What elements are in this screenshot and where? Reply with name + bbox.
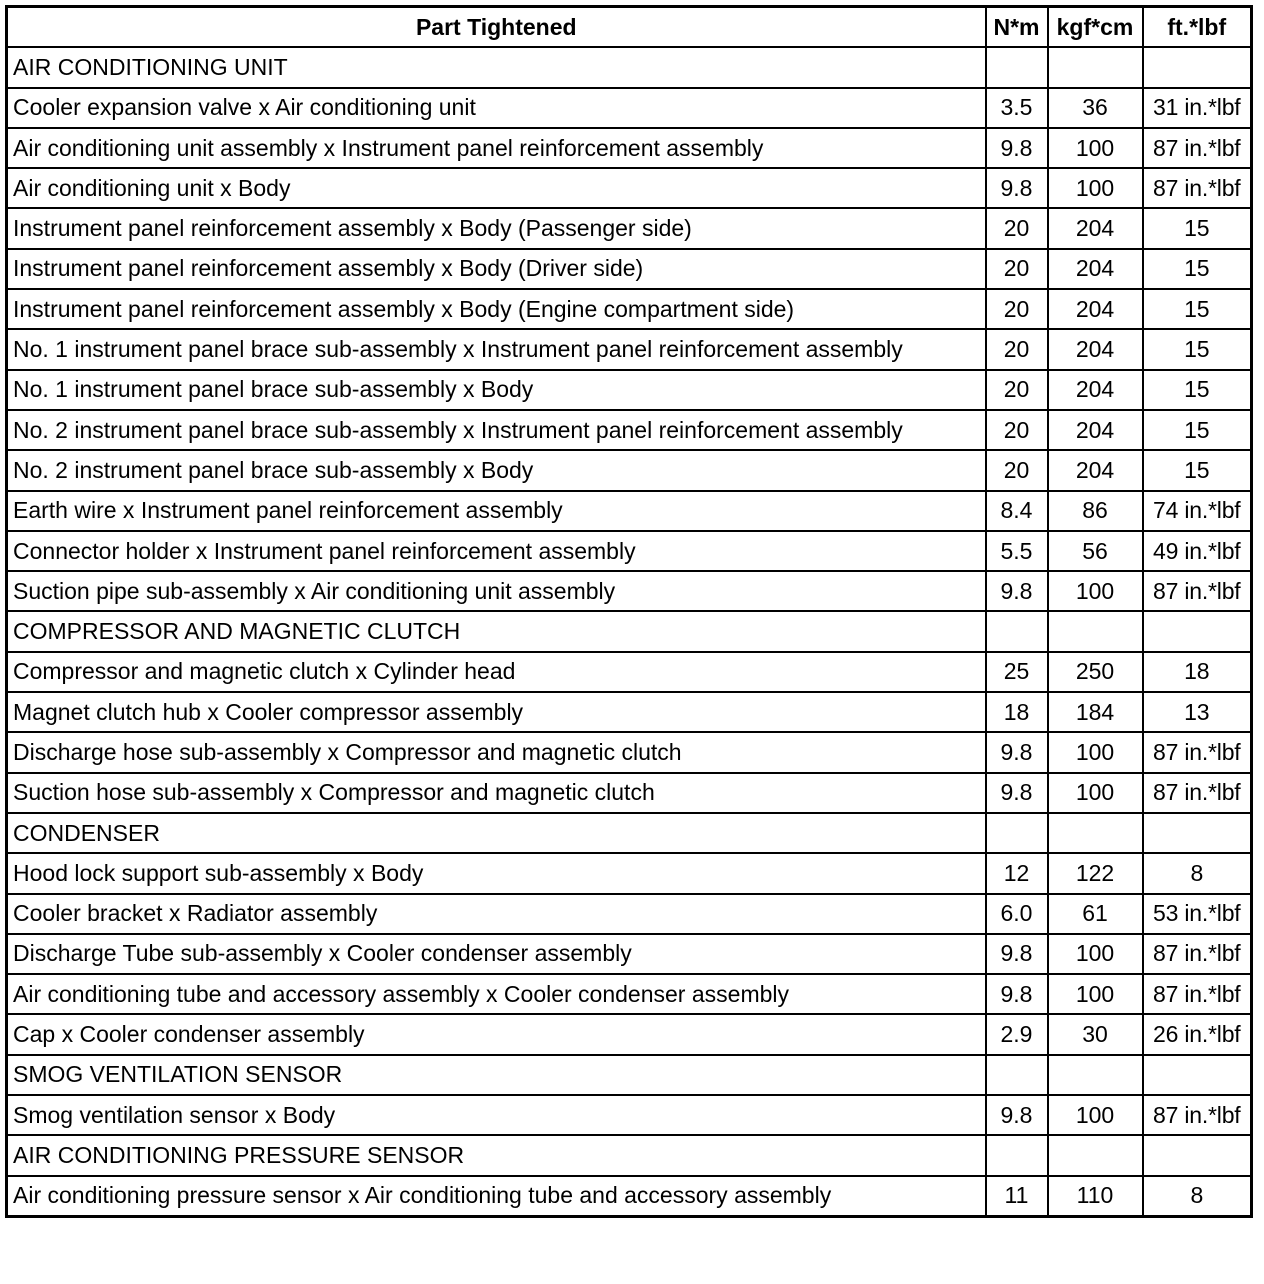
- ft-lbf-value-cell: [1143, 1135, 1252, 1175]
- part-name-cell: Instrument panel reinforcement assembly x Body (Driver side): [7, 249, 986, 289]
- nm-value-cell: 20: [986, 289, 1048, 329]
- kgf-cm-value-cell: 184: [1048, 692, 1143, 732]
- kgf-cm-value-cell: 204: [1048, 289, 1143, 329]
- nm-value-cell: 3.5: [986, 88, 1048, 128]
- table-row: [7, 208, 1252, 248]
- section-header-row: [7, 813, 1252, 853]
- ft-lbf-value-cell: 26 in.*lbf: [1143, 1014, 1252, 1054]
- ft-lbf-value-cell: 15: [1143, 450, 1252, 490]
- table-row: [7, 531, 1252, 571]
- kgf-cm-value-cell: 36: [1048, 88, 1143, 128]
- part-name-cell: Air conditioning unit x Body: [7, 168, 986, 208]
- part-name-cell: Instrument panel reinforcement assembly x Body (Engine compartment side): [7, 289, 986, 329]
- table-row: [7, 88, 1252, 128]
- nm-value-cell: 12: [986, 853, 1048, 893]
- nm-value-cell: [986, 1055, 1048, 1095]
- table-row: [7, 329, 1252, 369]
- part-name-cell: Earth wire x Instrument panel reinforcement assembly: [7, 491, 986, 531]
- part-name-cell: COMPRESSOR AND MAGNETIC CLUTCH: [7, 611, 986, 651]
- nm-value-cell: 20: [986, 249, 1048, 289]
- part-name-cell: Cooler bracket x Radiator assembly: [7, 894, 986, 934]
- table-row: [7, 128, 1252, 168]
- nm-value-cell: 9.8: [986, 732, 1048, 772]
- ft-lbf-value-cell: 87 in.*lbf: [1143, 773, 1252, 813]
- part-name-cell: Connector holder x Instrument panel reinforcement assembly: [7, 531, 986, 571]
- table-row: [7, 1014, 1252, 1054]
- kgf-cm-value-cell: 100: [1048, 974, 1143, 1014]
- kgf-cm-value-cell: 86: [1048, 491, 1143, 531]
- kgf-cm-value-cell: 110: [1048, 1176, 1143, 1217]
- nm-value-cell: 9.8: [986, 773, 1048, 813]
- ft-lbf-value-cell: 15: [1143, 208, 1252, 248]
- part-name-cell: Suction pipe sub-assembly x Air conditioning unit assembly: [7, 571, 986, 611]
- ft-lbf-value-cell: 8: [1143, 853, 1252, 893]
- kgf-cm-value-cell: 61: [1048, 894, 1143, 934]
- ft-lbf-value-cell: 15: [1143, 249, 1252, 289]
- kgf-cm-value-cell: [1048, 47, 1143, 87]
- header-nm: N*m: [986, 7, 1048, 48]
- ft-lbf-value-cell: 87 in.*lbf: [1143, 128, 1252, 168]
- kgf-cm-value-cell: 204: [1048, 329, 1143, 369]
- ft-lbf-value-cell: 15: [1143, 410, 1252, 450]
- ft-lbf-value-cell: 87 in.*lbf: [1143, 571, 1252, 611]
- nm-value-cell: 9.8: [986, 571, 1048, 611]
- table-row: [7, 1176, 1252, 1217]
- part-name-cell: Suction hose sub-assembly x Compressor and magnetic clutch: [7, 773, 986, 813]
- kgf-cm-value-cell: 100: [1048, 1095, 1143, 1135]
- part-name-cell: Cap x Cooler condenser assembly: [7, 1014, 986, 1054]
- section-header-row: [7, 1135, 1252, 1175]
- ft-lbf-value-cell: 31 in.*lbf: [1143, 88, 1252, 128]
- nm-value-cell: 20: [986, 410, 1048, 450]
- kgf-cm-value-cell: 100: [1048, 128, 1143, 168]
- part-name-cell: Air conditioning unit assembly x Instrument panel reinforcement assembly: [7, 128, 986, 168]
- table-row: [7, 732, 1252, 772]
- kgf-cm-value-cell: 122: [1048, 853, 1143, 893]
- table-row: [7, 450, 1252, 490]
- nm-value-cell: 20: [986, 329, 1048, 369]
- ft-lbf-value-cell: 49 in.*lbf: [1143, 531, 1252, 571]
- part-name-cell: AIR CONDITIONING PRESSURE SENSOR: [7, 1135, 986, 1175]
- table-row: [7, 168, 1252, 208]
- kgf-cm-value-cell: [1048, 1055, 1143, 1095]
- nm-value-cell: 20: [986, 208, 1048, 248]
- nm-value-cell: 5.5: [986, 531, 1048, 571]
- kgf-cm-value-cell: 100: [1048, 934, 1143, 974]
- nm-value-cell: 20: [986, 450, 1048, 490]
- table-row: [7, 370, 1252, 410]
- section-header-row: [7, 611, 1252, 651]
- nm-value-cell: 20: [986, 370, 1048, 410]
- part-name-cell: Compressor and magnetic clutch x Cylinder head: [7, 652, 986, 692]
- part-name-cell: Cooler expansion valve x Air conditioning unit: [7, 88, 986, 128]
- part-name-cell: No. 1 instrument panel brace sub-assembly x Instrument panel reinforcement assembly: [7, 329, 986, 369]
- part-name-cell: No. 1 instrument panel brace sub-assembly x Body: [7, 370, 986, 410]
- nm-value-cell: 25: [986, 652, 1048, 692]
- nm-value-cell: 18: [986, 692, 1048, 732]
- table-row: [7, 894, 1252, 934]
- table-row: [7, 692, 1252, 732]
- nm-value-cell: 9.8: [986, 974, 1048, 1014]
- ft-lbf-value-cell: 87 in.*lbf: [1143, 974, 1252, 1014]
- nm-value-cell: 11: [986, 1176, 1048, 1217]
- table-row: [7, 289, 1252, 329]
- part-name-cell: Discharge Tube sub-assembly x Cooler condenser assembly: [7, 934, 986, 974]
- ft-lbf-value-cell: [1143, 1055, 1252, 1095]
- kgf-cm-value-cell: 100: [1048, 168, 1143, 208]
- part-name-cell: Hood lock support sub-assembly x Body: [7, 853, 986, 893]
- part-name-cell: SMOG VENTILATION SENSOR: [7, 1055, 986, 1095]
- part-name-cell: Instrument panel reinforcement assembly x Body (Passenger side): [7, 208, 986, 248]
- kgf-cm-value-cell: [1048, 611, 1143, 651]
- table-row: [7, 934, 1252, 974]
- ft-lbf-value-cell: [1143, 611, 1252, 651]
- nm-value-cell: 9.8: [986, 934, 1048, 974]
- ft-lbf-value-cell: 15: [1143, 329, 1252, 369]
- part-name-cell: Air conditioning tube and accessory assembly x Cooler condenser assembly: [7, 974, 986, 1014]
- nm-value-cell: 6.0: [986, 894, 1048, 934]
- part-name-cell: Smog ventilation sensor x Body: [7, 1095, 986, 1135]
- nm-value-cell: 9.8: [986, 128, 1048, 168]
- kgf-cm-value-cell: 250: [1048, 652, 1143, 692]
- part-name-cell: AIR CONDITIONING UNIT: [7, 47, 986, 87]
- ft-lbf-value-cell: 15: [1143, 289, 1252, 329]
- ft-lbf-value-cell: 13: [1143, 692, 1252, 732]
- kgf-cm-value-cell: 56: [1048, 531, 1143, 571]
- table-row: [7, 571, 1252, 611]
- table-row: [7, 491, 1252, 531]
- ft-lbf-value-cell: 87 in.*lbf: [1143, 168, 1252, 208]
- table-header-row: [7, 7, 1252, 48]
- torque-specification-table: [5, 5, 1253, 1218]
- nm-value-cell: 9.8: [986, 1095, 1048, 1135]
- section-header-row: [7, 47, 1252, 87]
- ft-lbf-value-cell: 15: [1143, 370, 1252, 410]
- nm-value-cell: [986, 47, 1048, 87]
- kgf-cm-value-cell: 204: [1048, 249, 1143, 289]
- table-row: [7, 773, 1252, 813]
- part-name-cell: No. 2 instrument panel brace sub-assembly x Body: [7, 450, 986, 490]
- nm-value-cell: 2.9: [986, 1014, 1048, 1054]
- ft-lbf-value-cell: [1143, 813, 1252, 853]
- nm-value-cell: [986, 813, 1048, 853]
- kgf-cm-value-cell: [1048, 1135, 1143, 1175]
- header-kgf-cm: kgf*cm: [1048, 7, 1143, 48]
- part-name-cell: Air conditioning pressure sensor x Air conditioning tube and accessory assembly: [7, 1176, 986, 1217]
- kgf-cm-value-cell: 204: [1048, 410, 1143, 450]
- ft-lbf-value-cell: [1143, 47, 1252, 87]
- section-header-row: [7, 1055, 1252, 1095]
- table-row: [7, 1095, 1252, 1135]
- nm-value-cell: 9.8: [986, 168, 1048, 208]
- ft-lbf-value-cell: 74 in.*lbf: [1143, 491, 1252, 531]
- part-name-cell: CONDENSER: [7, 813, 986, 853]
- kgf-cm-value-cell: [1048, 813, 1143, 853]
- table-row: [7, 853, 1252, 893]
- header-part-tightened: Part Tightened: [7, 7, 986, 48]
- kgf-cm-value-cell: 204: [1048, 450, 1143, 490]
- ft-lbf-value-cell: 53 in.*lbf: [1143, 894, 1252, 934]
- table-row: [7, 652, 1252, 692]
- table-row: [7, 410, 1252, 450]
- kgf-cm-value-cell: 204: [1048, 208, 1143, 248]
- kgf-cm-value-cell: 100: [1048, 773, 1143, 813]
- header-ft-lbf: ft.*lbf: [1143, 7, 1252, 48]
- table-row: [7, 974, 1252, 1014]
- ft-lbf-value-cell: 8: [1143, 1176, 1252, 1217]
- ft-lbf-value-cell: 87 in.*lbf: [1143, 934, 1252, 974]
- ft-lbf-value-cell: 87 in.*lbf: [1143, 1095, 1252, 1135]
- kgf-cm-value-cell: 100: [1048, 571, 1143, 611]
- nm-value-cell: 8.4: [986, 491, 1048, 531]
- kgf-cm-value-cell: 204: [1048, 370, 1143, 410]
- table-body: [7, 47, 1252, 1216]
- part-name-cell: No. 2 instrument panel brace sub-assembly x Instrument panel reinforcement assembly: [7, 410, 986, 450]
- part-name-cell: Magnet clutch hub x Cooler compressor assembly: [7, 692, 986, 732]
- kgf-cm-value-cell: 30: [1048, 1014, 1143, 1054]
- part-name-cell: Discharge hose sub-assembly x Compressor and magnetic clutch: [7, 732, 986, 772]
- nm-value-cell: [986, 1135, 1048, 1175]
- nm-value-cell: [986, 611, 1048, 651]
- kgf-cm-value-cell: 100: [1048, 732, 1143, 772]
- ft-lbf-value-cell: 18: [1143, 652, 1252, 692]
- table-row: [7, 249, 1252, 289]
- ft-lbf-value-cell: 87 in.*lbf: [1143, 732, 1252, 772]
